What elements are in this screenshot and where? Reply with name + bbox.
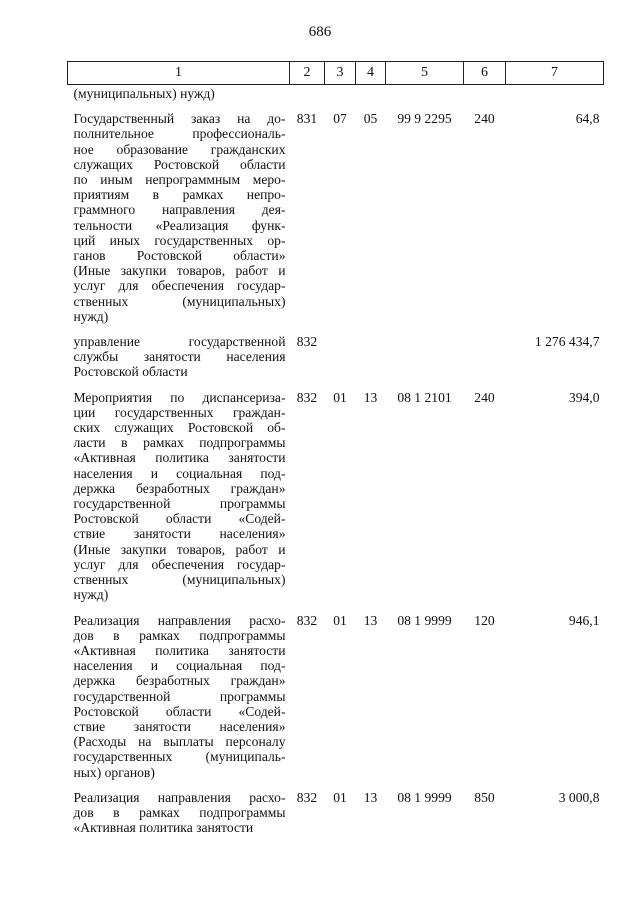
description-line: Ростовской области «Содей- <box>73 703 286 719</box>
subsection-code <box>356 85 386 112</box>
description-line: службы занятости населения <box>73 349 286 365</box>
table-row <box>68 334 604 390</box>
description-line: ции государственных граждан- <box>73 404 286 420</box>
amount: 1 276 434,7 <box>534 334 600 350</box>
expense-type-code: 240 <box>474 389 495 405</box>
description-line: нужд) <box>73 587 109 603</box>
description-line: (Расходы на выплаты персоналу <box>73 734 286 750</box>
description-line: «Активная политика занятости <box>73 820 254 836</box>
description-line: служащих Ростовской области <box>73 156 286 172</box>
ministry-code <box>290 85 325 112</box>
header-col-4: 4 <box>356 62 386 85</box>
row-description <box>68 790 290 846</box>
row-description <box>68 111 290 334</box>
section-code <box>325 334 356 390</box>
description-line: Ростовской области «Содей- <box>73 511 286 527</box>
row-description <box>68 613 290 790</box>
description-line: Государственный заказ на до- <box>73 111 286 127</box>
description-line: полнительное профессиональ- <box>73 126 286 142</box>
section-code: 01 <box>333 389 347 405</box>
subsection-code: 05 <box>363 111 378 127</box>
description-line: Ростовской области <box>73 364 188 380</box>
budget-table <box>67 61 604 845</box>
header-col-3: 3 <box>325 62 356 85</box>
description-line: услуг для обеспечения государ- <box>73 278 286 294</box>
target-article-code: 08 1 9999 <box>397 612 452 628</box>
section-code: 07 <box>333 111 347 127</box>
header-col-1: 1 <box>68 62 290 85</box>
table-row <box>68 390 604 613</box>
description-line: Мероприятия по диспансериза- <box>73 389 286 405</box>
ministry-code: 832 <box>296 389 318 405</box>
section-code: 01 <box>333 789 347 805</box>
description-line: ственных (муниципальных) <box>73 293 286 309</box>
row-description <box>68 390 290 613</box>
subsection-code: 13 <box>363 789 378 805</box>
ministry-code: 832 <box>296 789 318 805</box>
description-line: «Активная политика занятости <box>73 642 286 658</box>
row-description <box>68 85 290 112</box>
description-line: государственной программы <box>73 688 286 704</box>
table-header-row <box>68 62 604 85</box>
description-line: дов в рамках подпрограммы <box>73 627 286 643</box>
amount: 946,1 <box>568 612 600 628</box>
target-article-code <box>386 334 464 390</box>
page-number: 686 <box>308 24 332 40</box>
table-row <box>68 613 604 790</box>
section-code <box>325 85 356 112</box>
target-article-code: 08 1 9999 <box>397 789 452 805</box>
description-line: (муниципальных) нужд) <box>73 86 215 101</box>
description-line: граммного направления дея- <box>73 202 286 218</box>
description-line: приятиям в рамках непро- <box>73 187 286 203</box>
description-line: ствие занятости населения» <box>73 718 286 734</box>
expense-type-code: 120 <box>474 612 495 628</box>
header-col-6: 6 <box>464 62 506 85</box>
section-code: 01 <box>333 612 347 628</box>
description-line: держка безработных граждан» <box>73 480 286 496</box>
ministry-code: 832 <box>296 612 318 628</box>
description-line: управление государственной <box>73 334 286 350</box>
ministry-code: 832 <box>296 334 318 350</box>
description-line: (Иные закупки товаров, работ и <box>73 541 286 557</box>
row-description <box>68 334 290 390</box>
table-row <box>68 85 604 112</box>
expense-type-code <box>464 334 506 390</box>
description-line: держка безработных граждан» <box>73 673 286 689</box>
description-line: ций иных государственных ор- <box>73 232 286 248</box>
description-line: услуг для обеспечения государ- <box>73 556 286 572</box>
subsection-code: 13 <box>363 389 378 405</box>
amount: 64,8 <box>575 111 600 127</box>
header-col-5: 5 <box>386 62 464 85</box>
amount: 394,0 <box>568 389 600 405</box>
table-row <box>68 790 604 846</box>
ministry-code: 831 <box>296 111 318 127</box>
subsection-code: 13 <box>363 612 378 628</box>
header-col-7: 7 <box>506 62 604 85</box>
table-row <box>68 111 604 334</box>
amount <box>506 85 604 112</box>
description-line: ствие занятости населения» <box>73 526 286 542</box>
description-line: «Активная политика занятости <box>73 450 286 466</box>
target-article-code: 99 9 2295 <box>397 111 452 127</box>
description-line: Реализация направления расхо- <box>73 612 286 628</box>
description-line: населения и социальная под- <box>73 658 286 674</box>
description-line: нужд) <box>73 308 109 324</box>
description-line: Реализация направления расхо- <box>73 789 286 805</box>
description-line: государственной программы <box>73 496 286 512</box>
header-col-2: 2 <box>290 62 325 85</box>
target-article-code: 08 1 2101 <box>397 389 452 405</box>
expense-type-code: 850 <box>474 789 495 805</box>
subsection-code <box>356 334 386 390</box>
description-line: населения и социальная под- <box>73 465 286 481</box>
description-line: государственных (муниципаль- <box>73 749 286 765</box>
description-line: ственных (муниципальных) <box>73 572 286 588</box>
description-line: дов в рамках подпрограммы <box>73 804 286 820</box>
description-line: ских служащих Ростовской об- <box>73 420 286 436</box>
description-line: тельности «Реализация функ- <box>73 217 286 233</box>
expense-type-code <box>464 85 506 112</box>
description-line: по иным непрограммным меро- <box>73 172 286 188</box>
description-line: ганов Ростовской области» <box>73 248 286 264</box>
description-line: ласти в рамках подпрограммы <box>73 435 286 451</box>
target-article-code <box>386 85 464 112</box>
description-line: (Иные закупки товаров, работ и <box>73 263 286 279</box>
expense-type-code: 240 <box>474 111 495 127</box>
amount: 3 000,8 <box>558 789 600 805</box>
description-line: ных) органов) <box>73 764 155 780</box>
description-line: ное образование гражданских <box>73 141 286 157</box>
